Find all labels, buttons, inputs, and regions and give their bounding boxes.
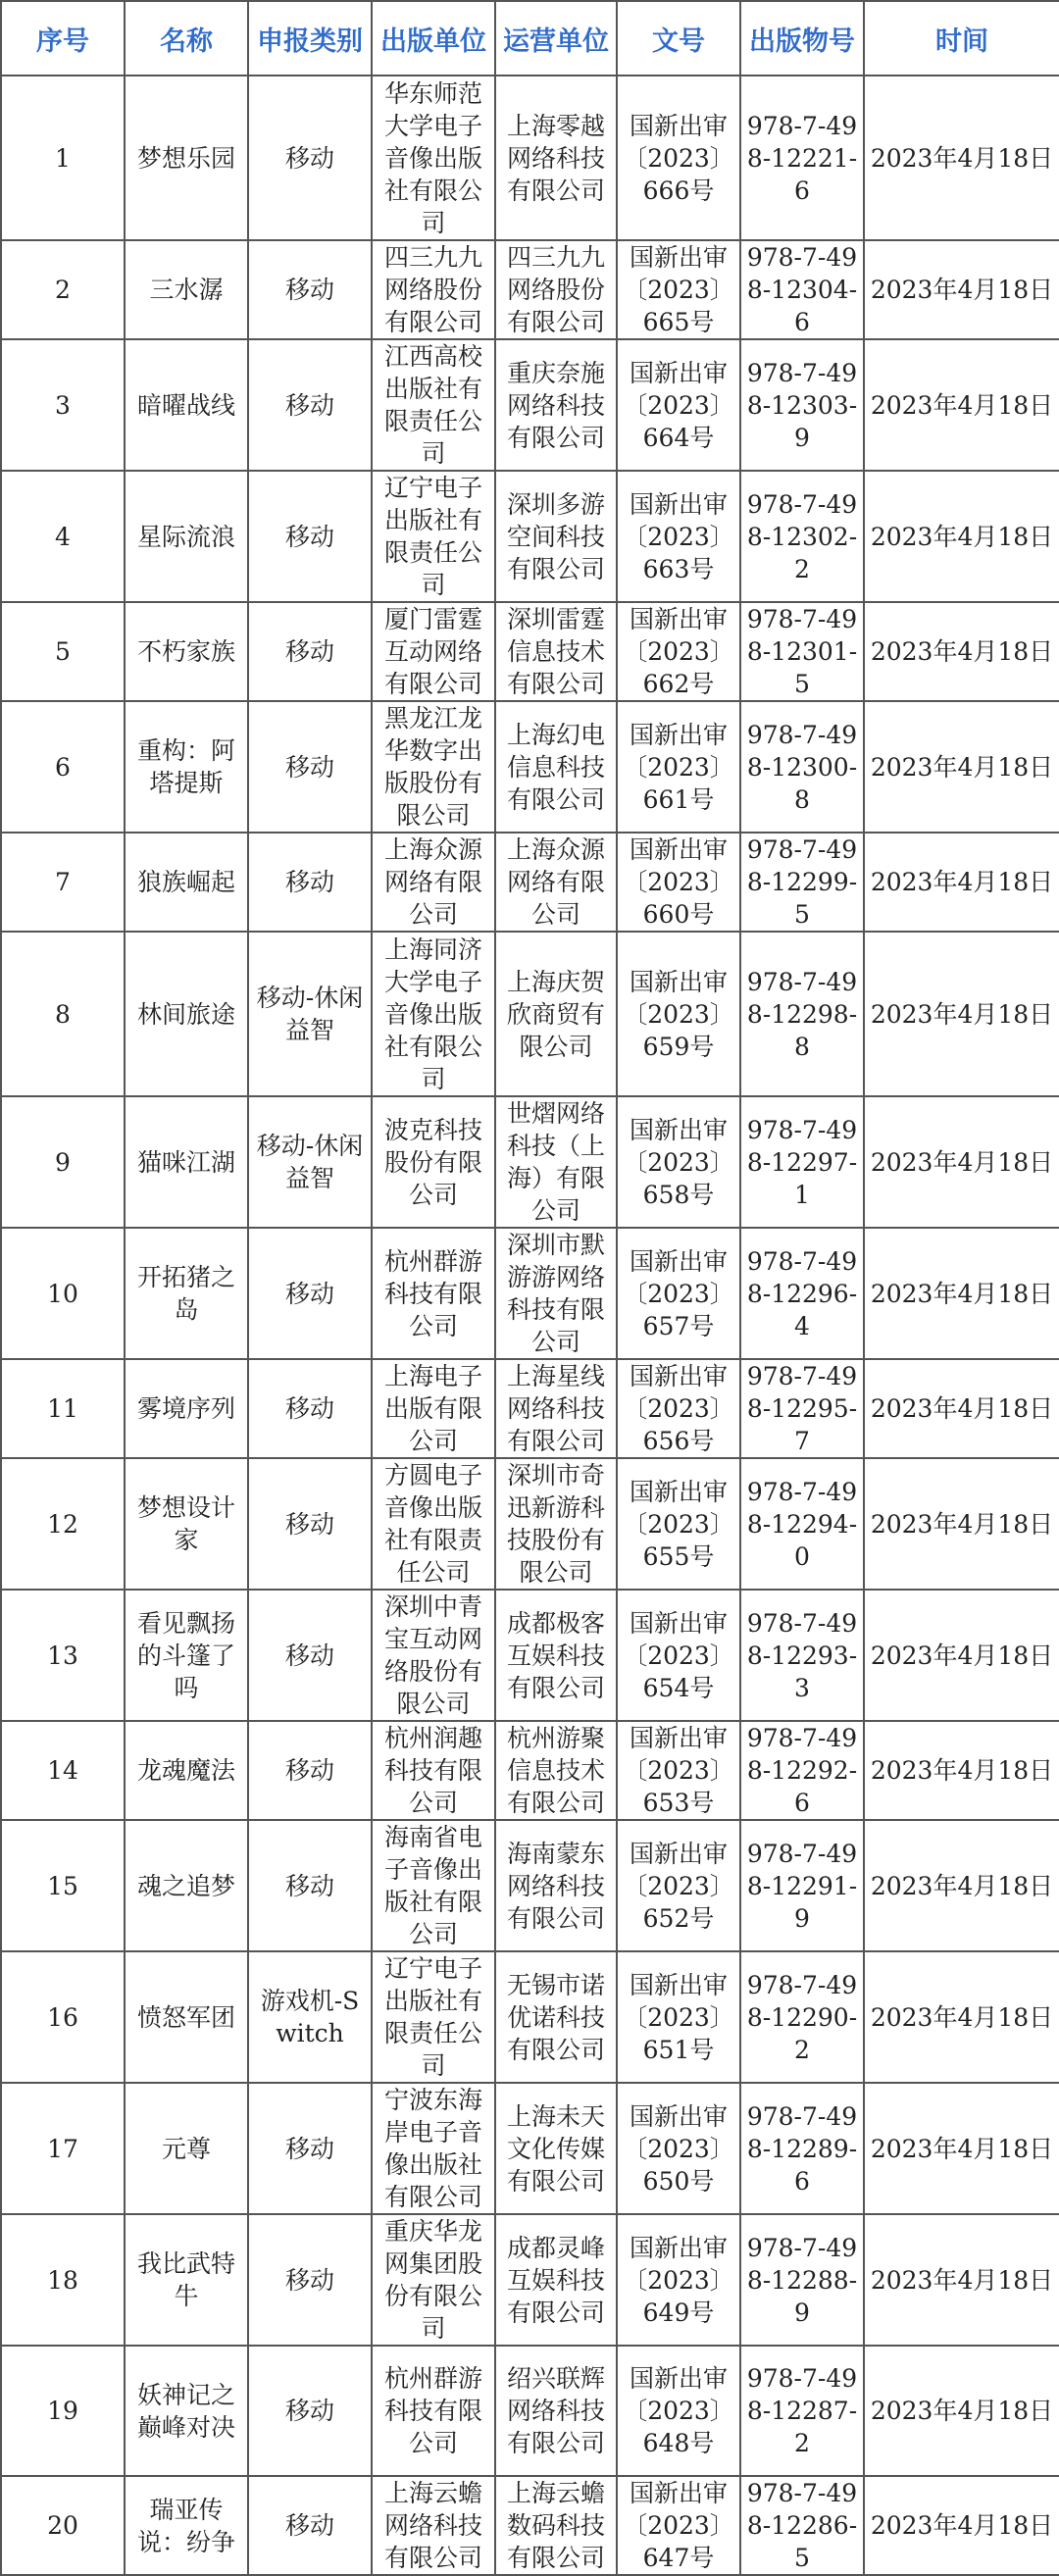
cell-date: 2023年4月18日 xyxy=(864,2346,1059,2476)
cell-isbn: 978-7-498-12301-5 xyxy=(740,602,864,701)
cell-no: 16 xyxy=(1,1951,125,2083)
cell-no: 11 xyxy=(1,1359,125,1458)
cell-operator: 深圳多游空间科技有限公司 xyxy=(495,471,617,602)
cell-approval-number: 国新出审〔2023〕650号 xyxy=(617,2083,740,2214)
cell-operator: 成都灵峰互娱科技有限公司 xyxy=(495,2214,617,2346)
cell-approval-number: 国新出审〔2023〕652号 xyxy=(617,1820,740,1951)
cell-publisher: 波克科技股份有限公司 xyxy=(372,1096,495,1228)
cell-isbn: 978-7-498-12221-6 xyxy=(740,76,864,240)
cell-publisher: 上海电子出版有限公司 xyxy=(372,1359,495,1458)
cell-isbn: 978-7-498-12289-6 xyxy=(740,2083,864,2214)
cell-date: 2023年4月18日 xyxy=(864,1096,1059,1228)
table-row xyxy=(1,339,1059,471)
cell-approval-number: 国新出审〔2023〕666号 xyxy=(617,76,740,240)
cell-approval-number: 国新出审〔2023〕647号 xyxy=(617,2476,740,2575)
table-row xyxy=(1,932,1059,1096)
cell-date: 2023年4月18日 xyxy=(864,1951,1059,2083)
cell-approval-number: 国新出审〔2023〕654号 xyxy=(617,1590,740,1721)
cell-isbn: 978-7-498-12298-8 xyxy=(740,932,864,1096)
cell-category: 移动-休闲益智 xyxy=(248,1096,372,1228)
cell-category: 移动 xyxy=(248,701,372,833)
cell-publisher: 重庆华龙网集团股份有限公司 xyxy=(372,2214,495,2346)
cell-date: 2023年4月18日 xyxy=(864,602,1059,701)
table-body xyxy=(1,76,1059,2575)
cell-category: 移动 xyxy=(248,1458,372,1590)
cell-publisher: 四三九九网络股份有限公司 xyxy=(372,240,495,339)
cell-date: 2023年4月18日 xyxy=(864,1359,1059,1458)
cell-name: 看见飘扬的斗篷了吗 xyxy=(125,1590,248,1721)
cell-category: 移动-休闲益智 xyxy=(248,932,372,1096)
cell-approval-number: 国新出审〔2023〕656号 xyxy=(617,1359,740,1458)
cell-operator: 杭州游聚信息技术有限公司 xyxy=(495,1721,617,1820)
table-row xyxy=(1,1590,1059,1721)
cell-date: 2023年4月18日 xyxy=(864,932,1059,1096)
cell-operator: 上海未天文化传媒有限公司 xyxy=(495,2083,617,2214)
cell-approval-number: 国新出审〔2023〕651号 xyxy=(617,1951,740,2083)
cell-no: 19 xyxy=(1,2346,125,2476)
cell-name: 不朽家族 xyxy=(125,602,248,701)
cell-name: 我比武特牛 xyxy=(125,2214,248,2346)
cell-operator: 上海幻电信息科技有限公司 xyxy=(495,701,617,833)
cell-operator: 无锡市诺优诺科技有限公司 xyxy=(495,1951,617,2083)
cell-isbn: 978-7-498-12302-2 xyxy=(740,471,864,602)
cell-isbn: 978-7-498-12296-4 xyxy=(740,1228,864,1359)
table-row xyxy=(1,1458,1059,1590)
cell-no: 4 xyxy=(1,471,125,602)
cell-operator: 上海零越网络科技有限公司 xyxy=(495,76,617,240)
cell-no: 5 xyxy=(1,602,125,701)
cell-date: 2023年4月18日 xyxy=(864,76,1059,240)
table-row xyxy=(1,602,1059,701)
cell-no: 8 xyxy=(1,932,125,1096)
table-header-row xyxy=(1,1,1059,76)
cell-no: 20 xyxy=(1,2476,125,2575)
cell-category: 移动 xyxy=(248,339,372,471)
cell-category: 移动 xyxy=(248,833,372,932)
cell-date: 2023年4月18日 xyxy=(864,1458,1059,1590)
cell-no: 18 xyxy=(1,2214,125,2346)
cell-isbn: 978-7-498-12286-5 xyxy=(740,2476,864,2575)
cell-publisher: 海南省电子音像出版社有限公司 xyxy=(372,1820,495,1951)
cell-operator: 上海星线网络科技有限公司 xyxy=(495,1359,617,1458)
cell-name: 三水潺 xyxy=(125,240,248,339)
cell-date: 2023年4月18日 xyxy=(864,1820,1059,1951)
table-row xyxy=(1,1359,1059,1458)
cell-operator: 成都极客互娱科技有限公司 xyxy=(495,1590,617,1721)
cell-isbn: 978-7-498-12290-2 xyxy=(740,1951,864,2083)
cell-publisher: 上海同济大学电子音像出版社有限公司 xyxy=(372,932,495,1096)
cell-operator: 上海众源网络有限公司 xyxy=(495,833,617,932)
cell-isbn: 978-7-498-12291-9 xyxy=(740,1820,864,1951)
table-row xyxy=(1,2083,1059,2214)
header-no: 序号 xyxy=(1,1,125,76)
header-name: 名称 xyxy=(125,1,248,76)
cell-date: 2023年4月18日 xyxy=(864,240,1059,339)
table-row xyxy=(1,1951,1059,2083)
cell-publisher: 上海云蟾网络科技有限公司 xyxy=(372,2476,495,2575)
table-row xyxy=(1,1228,1059,1359)
table-row xyxy=(1,2476,1059,2575)
cell-date: 2023年4月18日 xyxy=(864,1721,1059,1820)
cell-category: 移动 xyxy=(248,471,372,602)
table-row xyxy=(1,1820,1059,1951)
cell-operator: 重庆奈施网络科技有限公司 xyxy=(495,339,617,471)
cell-isbn: 978-7-498-12303-9 xyxy=(740,339,864,471)
cell-no: 15 xyxy=(1,1820,125,1951)
cell-name: 猫咪江湖 xyxy=(125,1096,248,1228)
cell-no: 12 xyxy=(1,1458,125,1590)
cell-name: 梦想设计家 xyxy=(125,1458,248,1590)
header-operator: 运营单位 xyxy=(495,1,617,76)
cell-publisher: 杭州群游科技有限公司 xyxy=(372,2346,495,2476)
cell-operator: 上海庆贺欣商贸有限公司 xyxy=(495,932,617,1096)
cell-category: 移动 xyxy=(248,76,372,240)
cell-publisher: 杭州群游科技有限公司 xyxy=(372,1228,495,1359)
cell-approval-number: 国新出审〔2023〕659号 xyxy=(617,932,740,1096)
cell-approval-number: 国新出审〔2023〕653号 xyxy=(617,1721,740,1820)
table-row xyxy=(1,1721,1059,1820)
cell-publisher: 方圆电子音像出版社有限责任公司 xyxy=(372,1458,495,1590)
header-approval-number: 文号 xyxy=(617,1,740,76)
table-row xyxy=(1,833,1059,932)
cell-category: 移动 xyxy=(248,1359,372,1458)
table-row xyxy=(1,701,1059,833)
cell-category: 移动 xyxy=(248,1820,372,1951)
cell-no: 17 xyxy=(1,2083,125,2214)
cell-date: 2023年4月18日 xyxy=(864,1228,1059,1359)
table-row xyxy=(1,240,1059,339)
table-row xyxy=(1,2214,1059,2346)
cell-isbn: 978-7-498-12293-3 xyxy=(740,1590,864,1721)
cell-operator: 四三九九网络股份有限公司 xyxy=(495,240,617,339)
cell-category: 移动 xyxy=(248,240,372,339)
cell-isbn: 978-7-498-12292-6 xyxy=(740,1721,864,1820)
cell-publisher: 厦门雷霆互动网络有限公司 xyxy=(372,602,495,701)
cell-name: 元尊 xyxy=(125,2083,248,2214)
cell-approval-number: 国新出审〔2023〕658号 xyxy=(617,1096,740,1228)
cell-name: 林间旅途 xyxy=(125,932,248,1096)
cell-isbn: 978-7-498-12304-6 xyxy=(740,240,864,339)
cell-date: 2023年4月18日 xyxy=(864,2214,1059,2346)
cell-date: 2023年4月18日 xyxy=(864,833,1059,932)
cell-publisher: 上海众源网络有限公司 xyxy=(372,833,495,932)
cell-approval-number: 国新出审〔2023〕655号 xyxy=(617,1458,740,1590)
cell-operator: 深圳雷霆信息技术有限公司 xyxy=(495,602,617,701)
cell-operator: 绍兴联辉网络科技有限公司 xyxy=(495,2346,617,2476)
cell-operator: 海南蒙东网络科技有限公司 xyxy=(495,1820,617,1951)
cell-name: 雾境序列 xyxy=(125,1359,248,1458)
cell-isbn: 978-7-498-12287-2 xyxy=(740,2346,864,2476)
cell-approval-number: 国新出审〔2023〕661号 xyxy=(617,701,740,833)
cell-category: 移动 xyxy=(248,1590,372,1721)
cell-isbn: 978-7-498-12294-0 xyxy=(740,1458,864,1590)
cell-isbn: 978-7-498-12288-9 xyxy=(740,2214,864,2346)
cell-publisher: 黑龙江龙华数字出版股份有限公司 xyxy=(372,701,495,833)
cell-date: 2023年4月18日 xyxy=(864,339,1059,471)
table-row xyxy=(1,1096,1059,1228)
cell-no: 1 xyxy=(1,76,125,240)
header-publisher: 出版单位 xyxy=(372,1,495,76)
cell-publisher: 江西高校出版社有限责任公司 xyxy=(372,339,495,471)
cell-approval-number: 国新出审〔2023〕665号 xyxy=(617,240,740,339)
cell-no: 10 xyxy=(1,1228,125,1359)
cell-no: 7 xyxy=(1,833,125,932)
cell-name: 梦想乐园 xyxy=(125,76,248,240)
cell-date: 2023年4月18日 xyxy=(864,471,1059,602)
header-isbn: 出版物号 xyxy=(740,1,864,76)
cell-name: 重构：阿塔提斯 xyxy=(125,701,248,833)
cell-isbn: 978-7-498-12300-8 xyxy=(740,701,864,833)
cell-date: 2023年4月18日 xyxy=(864,1590,1059,1721)
cell-approval-number: 国新出审〔2023〕664号 xyxy=(617,339,740,471)
cell-name: 开拓猪之岛 xyxy=(125,1228,248,1359)
cell-approval-number: 国新出审〔2023〕663号 xyxy=(617,471,740,602)
cell-name: 瑞亚传说：纷争 xyxy=(125,2476,248,2575)
cell-no: 2 xyxy=(1,240,125,339)
cell-operator: 深圳市奇迅新游科技股份有限公司 xyxy=(495,1458,617,1590)
cell-category: 移动 xyxy=(248,2346,372,2476)
cell-category: 移动 xyxy=(248,2214,372,2346)
cell-date: 2023年4月18日 xyxy=(864,2083,1059,2214)
cell-isbn: 978-7-498-12297-1 xyxy=(740,1096,864,1228)
cell-category: 移动 xyxy=(248,1228,372,1359)
cell-isbn: 978-7-498-12295-7 xyxy=(740,1359,864,1458)
table-row xyxy=(1,471,1059,602)
cell-publisher: 宁波东海岸电子音像出版社有限公司 xyxy=(372,2083,495,2214)
cell-no: 13 xyxy=(1,1590,125,1721)
cell-name: 愤怒军团 xyxy=(125,1951,248,2083)
cell-name: 龙魂魔法 xyxy=(125,1721,248,1820)
cell-operator: 上海云蟾数码科技有限公司 xyxy=(495,2476,617,2575)
cell-approval-number: 国新出审〔2023〕660号 xyxy=(617,833,740,932)
cell-category: 移动 xyxy=(248,2476,372,2575)
cell-publisher: 华东师范大学电子音像出版社有限公司 xyxy=(372,76,495,240)
table-row xyxy=(1,76,1059,240)
cell-approval-number: 国新出审〔2023〕662号 xyxy=(617,602,740,701)
header-date: 时间 xyxy=(864,1,1059,76)
table-row xyxy=(1,2346,1059,2476)
cell-publisher: 深圳中青宝互动网络股份有限公司 xyxy=(372,1590,495,1721)
cell-publisher: 辽宁电子出版社有限责任公司 xyxy=(372,1951,495,2083)
cell-publisher: 辽宁电子出版社有限责任公司 xyxy=(372,471,495,602)
cell-approval-number: 国新出审〔2023〕657号 xyxy=(617,1228,740,1359)
cell-approval-number: 国新出审〔2023〕649号 xyxy=(617,2214,740,2346)
header-category: 申报类别 xyxy=(248,1,372,76)
cell-name: 暗曜战线 xyxy=(125,339,248,471)
cell-approval-number: 国新出审〔2023〕648号 xyxy=(617,2346,740,2476)
cell-name: 魂之追梦 xyxy=(125,1820,248,1951)
cell-operator: 世熠网络科技（上海）有限公司 xyxy=(495,1096,617,1228)
cell-category: 移动 xyxy=(248,1721,372,1820)
cell-date: 2023年4月18日 xyxy=(864,2476,1059,2575)
cell-name: 狼族崛起 xyxy=(125,833,248,932)
cell-no: 6 xyxy=(1,701,125,833)
cell-no: 9 xyxy=(1,1096,125,1228)
cell-category: 移动 xyxy=(248,602,372,701)
cell-no: 14 xyxy=(1,1721,125,1820)
cell-name: 星际流浪 xyxy=(125,471,248,602)
cell-date: 2023年4月18日 xyxy=(864,701,1059,833)
cell-name: 妖神记之巅峰对决 xyxy=(125,2346,248,2476)
cell-category: 移动 xyxy=(248,2083,372,2214)
cell-no: 3 xyxy=(1,339,125,471)
cell-operator: 深圳市默游游网络科技有限公司 xyxy=(495,1228,617,1359)
cell-isbn: 978-7-498-12299-5 xyxy=(740,833,864,932)
cell-category: 游戏机-Switch xyxy=(248,1951,372,2083)
cell-publisher: 杭州润趣科技有限公司 xyxy=(372,1721,495,1820)
